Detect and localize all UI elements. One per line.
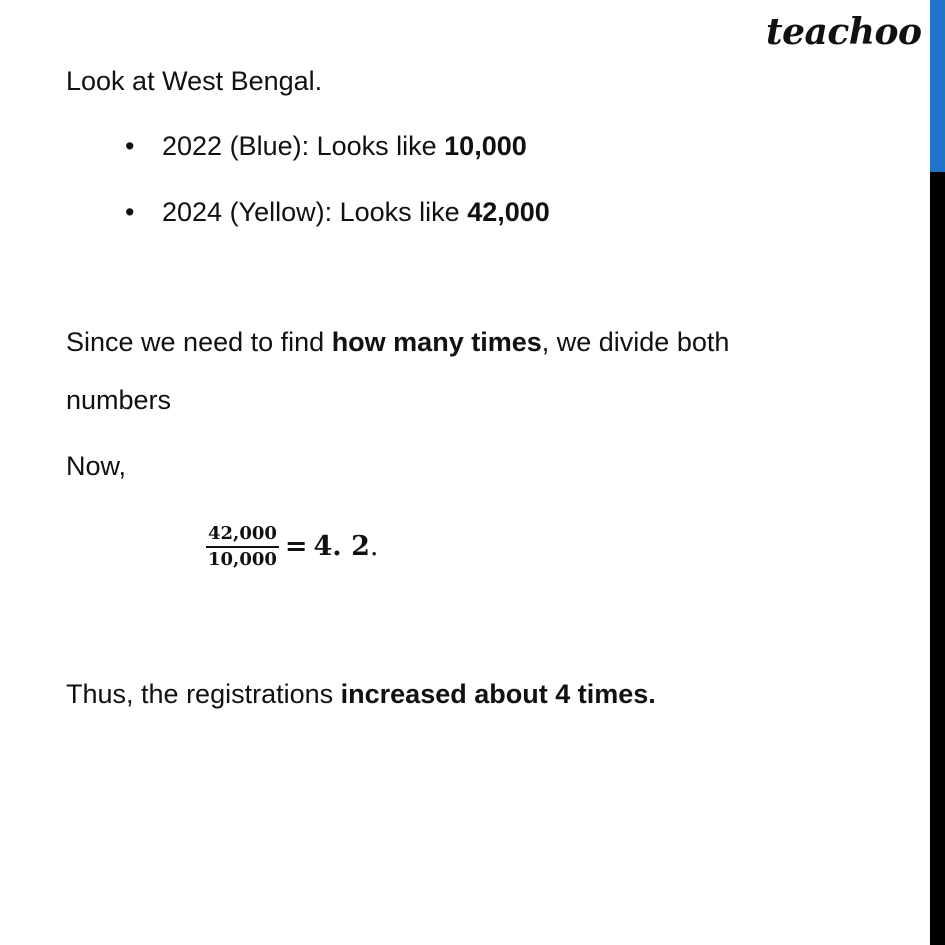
fraction (206, 524, 279, 570)
bullet-label: 2024 (Yellow): Looks like (162, 197, 468, 227)
bullet-label: 2022 (Blue): Looks like (162, 131, 445, 161)
equation-period: . (369, 531, 379, 563)
teachoo-logo: teachoo (766, 11, 922, 53)
intro-text: Look at West Bengal. (66, 66, 323, 96)
sidebar-accent-bar (930, 0, 945, 172)
equals-sign: = (284, 531, 308, 563)
division-equation (206, 524, 378, 570)
numerator: 42,000 (206, 524, 279, 548)
bullet-item-2022 (162, 133, 527, 160)
since-text-pre: Since we need to find (66, 327, 332, 357)
now-text: Now, (66, 451, 127, 481)
result-value: 4. 2 (313, 531, 370, 563)
bullet-item-2024 (162, 199, 550, 226)
since-text-post: , we divide both (541, 327, 730, 357)
conclusion-paragraph (66, 681, 656, 708)
bullet-dot-icon: • (125, 131, 135, 161)
bullet-dot-icon: • (125, 197, 135, 227)
since-paragraph-cont: numbers (66, 385, 172, 415)
conclusion-text-bold: increased about 4 times. (340, 679, 656, 709)
bullet-value: 10,000 (444, 131, 527, 161)
conclusion-text-pre: Thus, the registrations (66, 679, 341, 709)
denominator: 10,000 (208, 548, 277, 570)
since-paragraph (66, 329, 729, 356)
bullet-value: 42,000 (467, 197, 550, 227)
since-text-bold: how many times (331, 327, 542, 357)
